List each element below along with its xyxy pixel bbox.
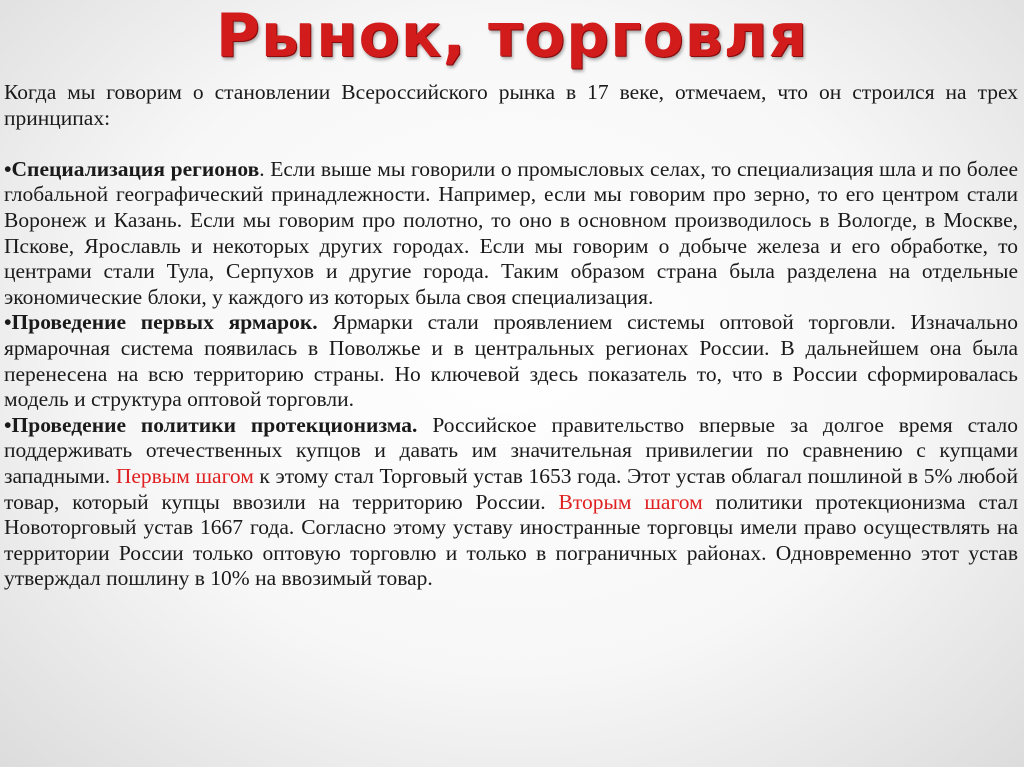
highlight-second-step: Вторым шагом [558,489,703,514]
bullet-lead: •Проведение политики протекционизма. [4,412,418,437]
highlight-first-step: Первым шагом [115,463,254,488]
slide-content [4,80,1018,592]
bullet-specialization [4,157,1018,311]
intro-paragraph: Когда мы говорим о становлении Всероссийского рынка в 17 веке, отмечаем, что он строился на трех принципах: [4,80,1018,130]
bullet-text: . Если выше мы говорили о промысловых селах, то специализация шла и по более глобальной географический принадлежности. Например, если мы говорим про зерно, то его центром стали Воронеж и Казань. Если мы говорим про полотно, то оно в основном производилось в Вологде, в Москве, Пскове, Ярославль и некоторых других городах. Если мы говорим о добыче железа и его обработке, то центрами стали Тула, Серпухов и другие города. Таким образом страна была разделена на отдельные экономические блоки, у каждого из которых была своя специализация. [4,156,1018,309]
bullet-text: Ярмарки стали проявлением системы оптовой торговли. Изначально ярмарочная система появилась в Поволжье и в центральных регионах России. В дальнейшем она была перенесена на всю территорию страны. Но ключевой здесь показатель то, что в России сформировалась модель и структура оптовой торговли. [4,310,1019,412]
bullet-text: политики протекционизма стал Новоторговый устав 1667 года. Согласно этому уставу иностранные торговцы имели право осуществлять на территории России только оптовую торговлю и только в пограничных районах. Одновременно этот устав утверждал пошлину в 10% на ввозимый товар. [4,489,1018,591]
slide-title: Рынок, торговля [215,1,809,71]
bullet-protectionism [4,413,1018,592]
bullet-fairs [4,310,1018,412]
bullet-text: к этому стал Торговый устав 1653 года. Этот устав облагал пошлиной в 5% любой товар, который купцы ввозили на территорию России. [4,463,1018,514]
bullet-lead: •Специализация регионов [4,156,260,181]
bullet-text: Российское правительство впервые за долгое время стало поддерживать отечественных купцов и давать им значительная привилегии по сравнению с купцами западными. [4,412,1019,488]
bullet-lead: •Проведение первых ярмарок. [4,310,318,335]
